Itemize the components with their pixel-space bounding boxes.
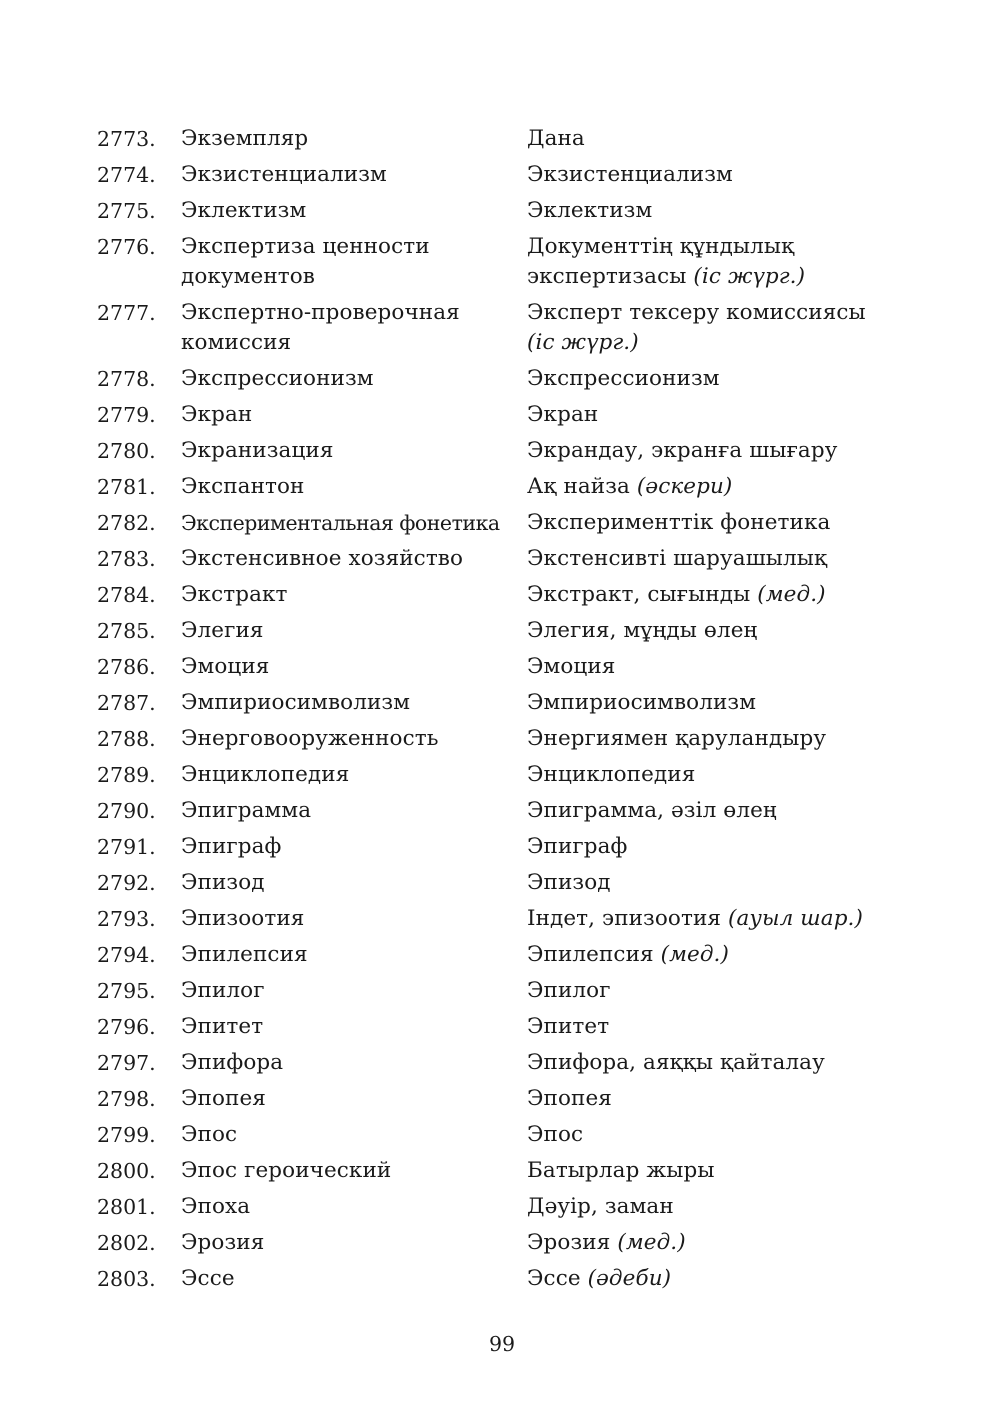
kazakh-term: Эпос (527, 1122, 584, 1147)
kazakh-term: Эпитет (527, 1014, 610, 1039)
kazakh-term: Экстракт, сығынды (527, 582, 751, 607)
entry-number: 2803. (97, 1267, 156, 1291)
usage-note: (әдеби) (587, 1266, 672, 1291)
russian-term: Эпопея (181, 1086, 266, 1111)
entry-number: 2781. (97, 475, 156, 499)
glossary-entry (0, 1117, 1004, 1153)
kazakh-translation (527, 232, 827, 292)
kazakh-translation (527, 868, 967, 898)
kazakh-translation (527, 760, 967, 790)
russian-term: Эпоха (181, 1194, 251, 1219)
glossary-entry (0, 193, 1004, 229)
entry-number: 2780. (97, 439, 156, 463)
kazakh-term: Эмоция (527, 654, 616, 679)
glossary-entry (0, 829, 1004, 865)
glossary-entry (0, 1009, 1004, 1045)
glossary-entry (0, 1189, 1004, 1225)
kazakh-translation (527, 688, 967, 718)
kazakh-term: Дана (527, 126, 585, 151)
entry-number: 2795. (97, 979, 156, 1003)
glossary-entry (0, 1081, 1004, 1117)
kazakh-translation (527, 196, 967, 226)
usage-note: (ауыл шар.) (728, 906, 863, 931)
entry-number: 2802. (97, 1231, 156, 1255)
russian-term: Эпизод (181, 870, 265, 895)
kazakh-term: Эксперименттік фонетика (527, 510, 831, 535)
kazakh-translation (527, 904, 967, 934)
russian-term: Экспрессионизм (181, 366, 374, 391)
russian-term: Энерговооруженность (181, 726, 439, 751)
entry-number: 2796. (97, 1015, 156, 1039)
kazakh-term: Дәуір, заман (527, 1194, 674, 1219)
entry-number: 2788. (97, 727, 156, 751)
russian-term: Эпос (181, 1122, 238, 1147)
russian-term: Экземпляр (181, 126, 309, 151)
kazakh-term: Эмпириосимволизм (527, 690, 757, 715)
kazakh-term: Документтің құндылық экспертизасы (527, 234, 795, 289)
kazakh-translation (527, 940, 967, 970)
russian-term: Эпилепсия (181, 942, 308, 967)
entry-number: 2801. (97, 1195, 156, 1219)
russian-term: Эпос героический (181, 1158, 392, 1183)
kazakh-translation (527, 1192, 967, 1222)
kazakh-term: Энергиямен қаруландыру (527, 726, 827, 751)
entry-number: 2782. (97, 511, 156, 535)
kazakh-translation (527, 436, 967, 466)
kazakh-term: Эклектизм (527, 198, 653, 223)
entry-number: 2773. (97, 127, 156, 151)
russian-term: Экранизация (181, 438, 334, 463)
glossary-entry (0, 229, 1004, 295)
glossary-entry (0, 1225, 1004, 1261)
page-number: 99 (488, 1332, 516, 1356)
kazakh-translation (527, 544, 967, 574)
usage-note: (мед.) (757, 582, 826, 607)
kazakh-translation (527, 298, 872, 358)
entry-number: 2787. (97, 691, 156, 715)
russian-term: Эмпириосимволизм (181, 690, 411, 715)
russian-term: Экспериментальная фонетика (181, 511, 500, 535)
kazakh-term: Эпизод (527, 870, 611, 895)
entry-number: 2786. (97, 655, 156, 679)
russian-term: Эмоция (181, 654, 270, 679)
kazakh-term: Эпифора, аяққы қайталау (527, 1050, 825, 1075)
kazakh-term: Эрозия (527, 1230, 611, 1255)
entry-number: 2791. (97, 835, 156, 859)
glossary-entry (0, 121, 1004, 157)
russian-term: Экран (181, 402, 253, 427)
glossary-entry (0, 1261, 1004, 1297)
usage-note: (іс жүрг.) (527, 330, 639, 355)
glossary-entry (0, 295, 1004, 361)
kazakh-translation (527, 124, 967, 154)
entry-number: 2785. (97, 619, 156, 643)
glossary-entry (0, 577, 1004, 613)
entry-number: 2776. (97, 235, 156, 259)
glossary-entry (0, 721, 1004, 757)
russian-term: Энциклопедия (181, 762, 350, 787)
kazakh-term: Энциклопедия (527, 762, 696, 787)
glossary-entry (0, 1153, 1004, 1189)
kazakh-term: Экзистенциализм (527, 162, 733, 187)
entry-number: 2789. (97, 763, 156, 787)
entry-number: 2793. (97, 907, 156, 931)
glossary-entry (0, 541, 1004, 577)
glossary-entry (0, 505, 1004, 541)
russian-term: Эпилог (181, 978, 265, 1003)
entry-number: 2778. (97, 367, 156, 391)
glossary-entry (0, 361, 1004, 397)
kazakh-term: Эпилепсия (527, 942, 654, 967)
kazakh-translation (527, 1012, 967, 1042)
kazakh-term: Экран (527, 402, 599, 427)
kazakh-term: Эссе (527, 1266, 581, 1291)
kazakh-translation (527, 724, 967, 754)
kazakh-translation (527, 400, 967, 430)
kazakh-term: Экстенсивті шаруашылық (527, 546, 828, 571)
kazakh-translation (527, 1084, 967, 1114)
glossary-entry (0, 757, 1004, 793)
glossary-entry (0, 793, 1004, 829)
kazakh-term: Эпилог (527, 978, 611, 1003)
russian-term: Эклектизм (181, 198, 307, 223)
kazakh-term: Элегия, мұңды өлең (527, 618, 758, 643)
russian-term: Эссе (181, 1266, 235, 1291)
kazakh-translation (527, 1120, 967, 1150)
entry-number: 2797. (97, 1051, 156, 1075)
usage-note: (әскери) (636, 474, 733, 499)
glossary-entry (0, 937, 1004, 973)
entry-number: 2792. (97, 871, 156, 895)
usage-note: (іс жүрг.) (693, 264, 806, 289)
kazakh-translation (527, 1228, 967, 1258)
glossary-entry (0, 685, 1004, 721)
kazakh-translation (527, 580, 967, 610)
kazakh-term: Экспрессионизм (527, 366, 720, 391)
russian-term: Эрозия (181, 1230, 265, 1255)
glossary-entry (0, 973, 1004, 1009)
russian-term: Экспертно-проверочная комиссия (181, 300, 460, 355)
kazakh-translation (527, 472, 967, 502)
kazakh-term: Ақ найза (527, 474, 630, 499)
kazakh-translation (527, 1264, 967, 1294)
kazakh-term: Эпиграф (527, 834, 628, 859)
russian-term: Экстенсивное хозяйство (181, 546, 464, 571)
kazakh-translation (527, 364, 967, 394)
kazakh-translation (527, 1156, 967, 1186)
kazakh-translation (527, 796, 967, 826)
glossary-entry (0, 649, 1004, 685)
glossary-entry (0, 1045, 1004, 1081)
kazakh-translation (527, 508, 967, 538)
glossary-entry (0, 469, 1004, 505)
usage-note: (мед.) (617, 1230, 686, 1255)
entry-number: 2779. (97, 403, 156, 427)
glossary-entry (0, 865, 1004, 901)
russian-term: Элегия (181, 618, 264, 643)
kazakh-translation (527, 832, 967, 862)
russian-term: Экспертиза ценности документов (181, 234, 430, 289)
glossary-entry (0, 157, 1004, 193)
kazakh-translation (527, 160, 967, 190)
russian-term: Экспантон (181, 474, 305, 499)
kazakh-term: Індет, эпизоотия (527, 906, 722, 931)
glossary-entry (0, 397, 1004, 433)
kazakh-term: Эпиграмма, әзіл өлең (527, 798, 777, 823)
glossary-entry (0, 901, 1004, 937)
entry-number: 2775. (97, 199, 156, 223)
russian-term: Эпиграмма (181, 798, 312, 823)
entry-number: 2783. (97, 547, 156, 571)
entry-number: 2798. (97, 1087, 156, 1111)
usage-note: (мед.) (660, 942, 729, 967)
russian-term: Эпиграф (181, 834, 282, 859)
entry-number: 2774. (97, 163, 156, 187)
russian-term: Экстракт (181, 582, 288, 607)
kazakh-term: Эпопея (527, 1086, 612, 1111)
entry-number: 2777. (97, 301, 156, 325)
entry-number: 2784. (97, 583, 156, 607)
entry-number: 2800. (97, 1159, 156, 1183)
kazakh-translation (527, 1048, 967, 1078)
glossary-entry (0, 433, 1004, 469)
entry-number: 2794. (97, 943, 156, 967)
glossary-entry (0, 613, 1004, 649)
russian-term: Эпизоотия (181, 906, 305, 931)
russian-term: Экзистенциализм (181, 162, 387, 187)
kazakh-translation (527, 616, 967, 646)
kazakh-translation (527, 976, 967, 1006)
kazakh-term: Экрандау, экранға шығару (527, 438, 838, 463)
glossary-list (0, 121, 1004, 1297)
entry-number: 2790. (97, 799, 156, 823)
russian-term: Эпифора (181, 1050, 284, 1075)
kazakh-term: Эксперт тексеру комиссиясы (527, 300, 866, 325)
entry-number: 2799. (97, 1123, 156, 1147)
kazakh-translation (527, 652, 967, 682)
russian-term: Эпитет (181, 1014, 264, 1039)
kazakh-term: Батырлар жыры (527, 1158, 715, 1183)
